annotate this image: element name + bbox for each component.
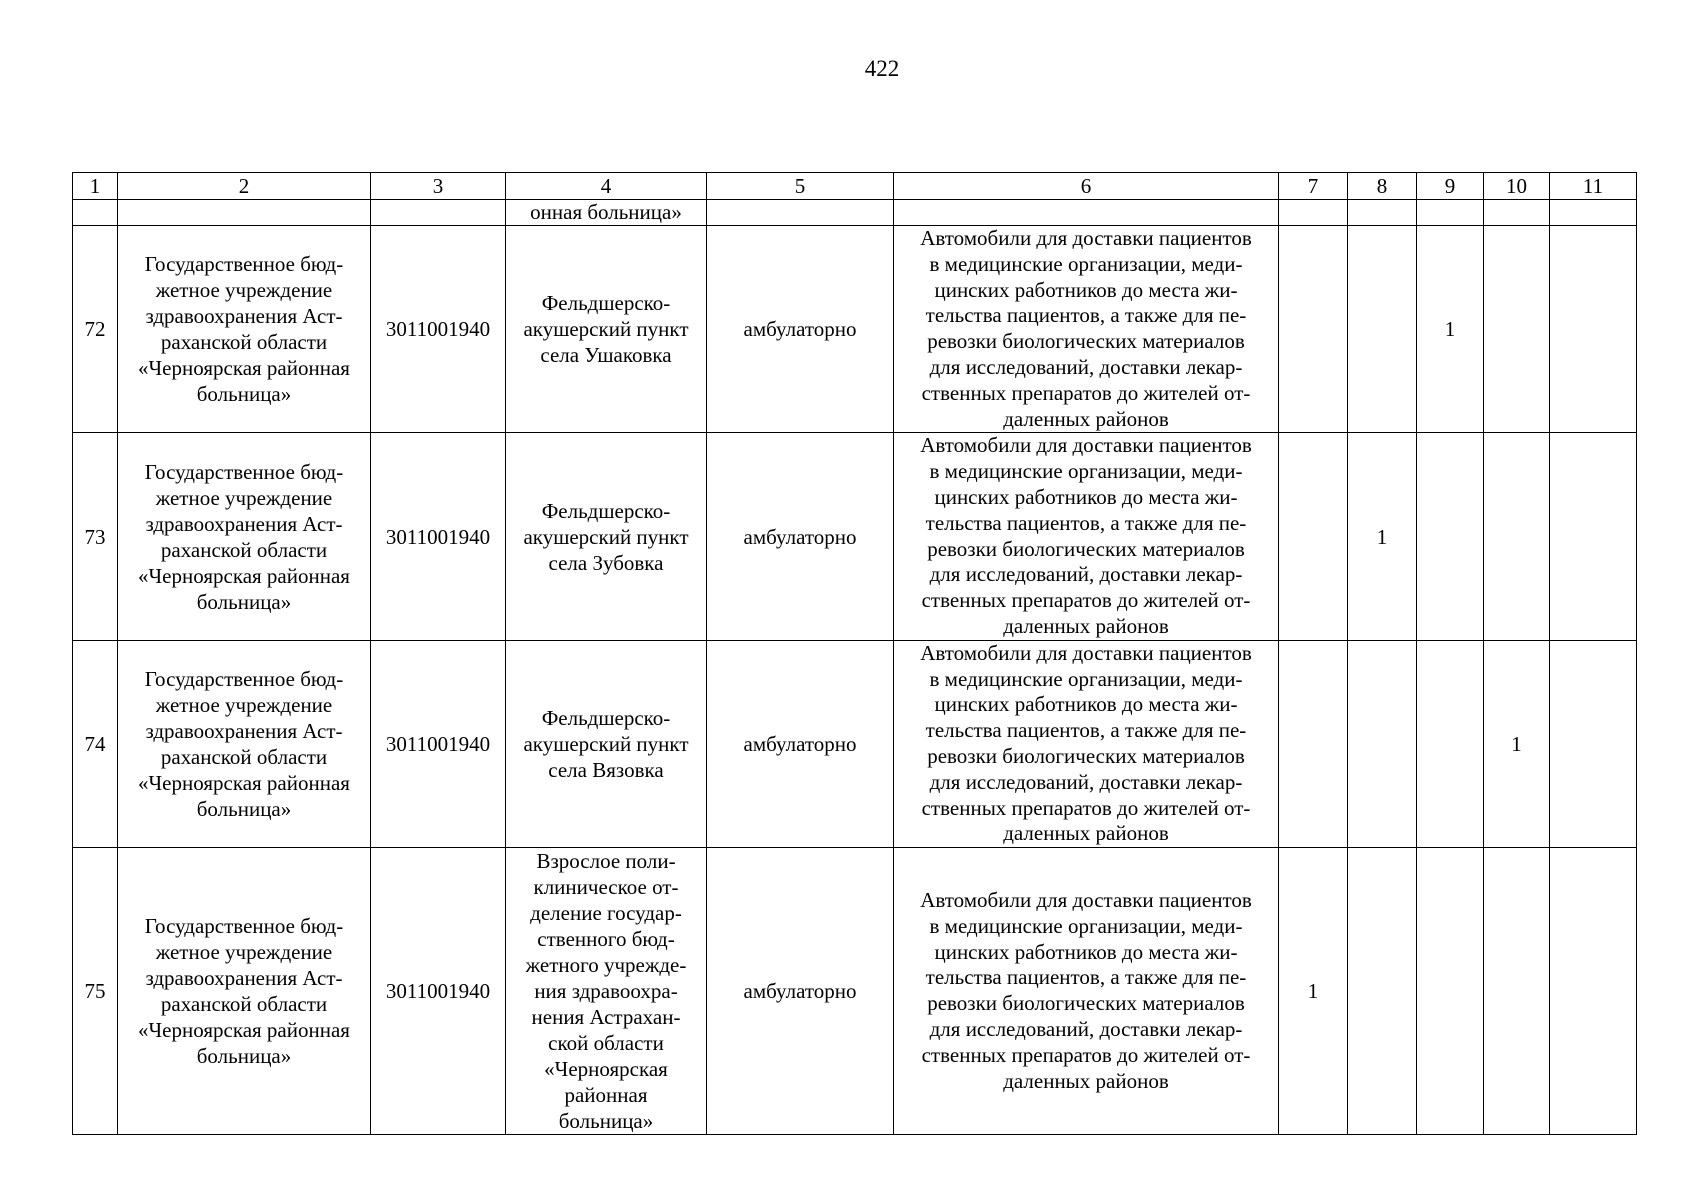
column-number-header: 5 [707,173,894,200]
table-row [73,640,1637,847]
table-cell [1484,200,1550,226]
column-number-header: 10 [1484,173,1550,200]
column-number-header: 1 [73,173,118,200]
column-number-header: 8 [1348,173,1417,200]
organization-name: Государственное бюд- жетное учреждение здравоохранения Аст- раханской области «Черноярская районная больница» [118,433,371,640]
count-cell [1348,226,1417,433]
count-cell [1550,433,1637,640]
count-cell [1348,848,1417,1135]
care-condition: амбулаторно [707,226,894,433]
table-cell [371,200,506,226]
table-cell [118,200,371,226]
count-cell [1550,226,1637,433]
table-row [73,848,1637,1135]
continuation-row [73,200,1637,226]
count-cell: 1 [1348,433,1417,640]
count-cell [1550,848,1637,1135]
count-cell [1417,848,1484,1135]
column-number-header: 9 [1417,173,1484,200]
inn-code: 3011001940 [371,848,506,1135]
subdivision-name: Фельдшерско- акушерский пункт села Ушаковка [506,226,707,433]
subdivision-name: Фельдшерско- акушерский пункт села Вязовка [506,640,707,847]
table-cell [1348,200,1417,226]
vehicle-purpose: Автомобили для доставки пациентов в медицинские организации, меди- цинских работников до места жи- тельства пациентов, а также для пе- ревозки биологических материалов для исследований, доставки лекар- ственных препаратов до жителей от- даленных районов [894,848,1279,1135]
table-row [73,433,1637,640]
column-number-header: 6 [894,173,1279,200]
count-cell [1484,433,1550,640]
subdivision-name: Взрослое поли- клиническое от- деление государ- ственного бюд- жетного учрежде- ния здравоохра- нения Астрахан- ской области «Черноярская районная больница» [506,848,707,1135]
column-number-header: 2 [118,173,371,200]
count-cell [1550,640,1637,847]
row-number: 75 [73,848,118,1135]
vehicle-allocation-table [72,172,1637,1135]
row-number: 73 [73,433,118,640]
table-cell [1417,200,1484,226]
care-condition: амбулаторно [707,848,894,1135]
care-condition: амбулаторно [707,433,894,640]
count-cell [1484,226,1550,433]
organization-name: Государственное бюд- жетное учреждение здравоохранения Аст- раханской области «Черноярская районная больница» [118,848,371,1135]
vehicle-purpose: Автомобили для доставки пациентов в медицинские организации, меди- цинских работников до места жи- тельства пациентов, а также для пе- ревозки биологических материалов для исследований, доставки лекар- ственных препаратов до жителей от- даленных районов [894,433,1279,640]
table-header-row [73,173,1637,200]
table-row [73,226,1637,433]
table-cell [1279,200,1348,226]
inn-code: 3011001940 [371,226,506,433]
count-cell [1279,226,1348,433]
vehicle-purpose: Автомобили для доставки пациентов в медицинские организации, меди- цинских работников до места жи- тельства пациентов, а также для пе- ревозки биологических материалов для исследований, доставки лекар- ственных препаратов до жителей от- даленных районов [894,226,1279,433]
inn-code: 3011001940 [371,433,506,640]
count-cell [1417,433,1484,640]
count-cell: 1 [1417,226,1484,433]
count-cell [1484,848,1550,1135]
vehicle-purpose: Автомобили для доставки пациентов в медицинские организации, меди- цинских работников до места жи- тельства пациентов, а также для пе- ревозки биологических материалов для исследований, доставки лекар- ственных препаратов до жителей от- даленных районов [894,640,1279,847]
column-number-header: 7 [1279,173,1348,200]
organization-name: Государственное бюд- жетное учреждение здравоохранения Аст- раханской области «Черноярская районная больница» [118,226,371,433]
table-cell [707,200,894,226]
table-cell [1550,200,1637,226]
count-cell [1279,433,1348,640]
column-number-header: 4 [506,173,707,200]
table-cell [73,200,118,226]
count-cell [1348,640,1417,847]
care-condition: амбулаторно [707,640,894,847]
count-cell: 1 [1279,848,1348,1135]
subdivision-name: Фельдшерско- акушерский пункт села Зубовка [506,433,707,640]
page-number: 422 [864,56,900,81]
organization-name: Государственное бюд- жетное учреждение здравоохранения Аст- раханской области «Черноярская районная больница» [118,640,371,847]
row-number: 74 [73,640,118,847]
row-number: 72 [73,226,118,433]
count-cell: 1 [1484,640,1550,847]
table-cell [894,200,1279,226]
column-number-header: 11 [1550,173,1637,200]
table-cell: онная больница» [506,200,707,226]
count-cell [1417,640,1484,847]
column-number-header: 3 [371,173,506,200]
inn-code: 3011001940 [371,640,506,847]
count-cell [1279,640,1348,847]
